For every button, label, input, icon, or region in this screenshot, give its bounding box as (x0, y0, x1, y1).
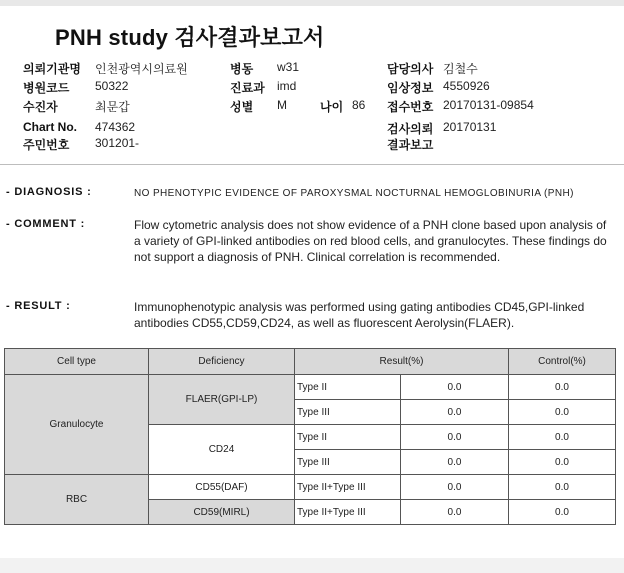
type-cell: Type III (295, 450, 401, 475)
chart-no-value: 474362 (95, 120, 136, 134)
doctor-label: 담당의사 (387, 62, 434, 76)
header-result: Result(%) (295, 349, 509, 375)
ward-label: 병동 (230, 62, 254, 76)
diagnosis-text: NO PHENOTYPIC EVIDENCE OF PAROXYSMAL NOCTURNAL HEMOGLOBINURIA (PNH) (134, 188, 574, 199)
sex-label: 성별 (230, 100, 254, 114)
result-value: 0.0 (401, 375, 509, 400)
patient-label: 수진자 (23, 100, 58, 114)
control-value: 0.0 (509, 425, 616, 450)
type-cell: Type III (295, 400, 401, 425)
deficiency-cd24: CD24 (149, 425, 295, 475)
deficiency-cd59: CD59(MIRL) (149, 500, 295, 525)
request-date-value: 20170131 (443, 120, 497, 134)
result-value: 0.0 (401, 450, 509, 475)
header-control: Control(%) (509, 349, 616, 375)
type-cell: Type II (295, 375, 401, 400)
header-cell-type: Cell type (5, 349, 149, 375)
control-value: 0.0 (509, 375, 616, 400)
control-value: 0.0 (509, 500, 616, 525)
department-label: 진료과 (230, 81, 265, 95)
hospital-code-value: 50322 (95, 79, 129, 93)
cell-type-rbc: RBC (5, 475, 149, 525)
resident-no-label: 주민번호 (23, 138, 70, 152)
chart-no-label: Chart No. (23, 120, 77, 134)
table-header-row (5, 349, 616, 375)
patient-value: 최문갑 (95, 100, 130, 114)
control-value: 0.0 (509, 450, 616, 475)
result-text: Immunophenotypic analysis was performed using gating antibodies CD45,GPI-linked antibodies CD55,CD59,CD24, as well as fluorescent Aerolysin(FLAER). (134, 300, 585, 330)
control-value: 0.0 (509, 475, 616, 500)
age-label: 나이 (320, 100, 344, 114)
table-row (5, 375, 616, 400)
department-value: imd (277, 79, 297, 93)
sex-value: M (277, 98, 287, 112)
result-value: 0.0 (401, 500, 509, 525)
result-value: 0.0 (401, 475, 509, 500)
cell-type-granulocyte: Granulocyte (5, 375, 149, 475)
header-divider (0, 164, 624, 165)
deficiency-flaer: FLAER(GPI-LP) (149, 375, 295, 425)
institution-value: 인천광역시의료원 (95, 62, 188, 76)
type-cell: Type II (295, 425, 401, 450)
result-value: 0.0 (401, 400, 509, 425)
result-label: - RESULT : (6, 300, 71, 312)
receipt-no-value: 20170131-09854 (443, 98, 534, 112)
ward-value: w31 (277, 60, 300, 74)
deficiency-cd55: CD55(DAF) (149, 475, 295, 500)
table-row (5, 475, 616, 500)
report-date-label: 결과보고 (387, 138, 434, 152)
comment-text: Flow cytometric analysis does not show evidence of a PNH clone based upon analysis of a variety of GPI-linked antibodies on red blood cells, and granulocytes. These findings do not support a diagnosis of PNH. Clinical correlation is recommended. (134, 218, 607, 264)
comment-label: - COMMENT : (6, 218, 86, 230)
header-deficiency: Deficiency (149, 349, 295, 375)
result-value: 0.0 (401, 425, 509, 450)
clinical-info-value: 4550926 (443, 79, 490, 93)
resident-no-value: 301201- (95, 136, 140, 150)
control-value: 0.0 (509, 400, 616, 425)
type-cell: Type II+Type III (295, 475, 401, 500)
report-title: PNH study 검사결과보고서 (55, 25, 325, 50)
top-border (0, 0, 624, 6)
hospital-code-label: 병원코드 (23, 81, 70, 95)
institution-label: 의뢰기관명 (23, 62, 81, 76)
doctor-value: 김철수 (443, 62, 478, 76)
type-cell: Type II+Type III (295, 500, 401, 525)
age-value: 86 (352, 98, 366, 112)
request-date-label: 검사의뢰 (387, 122, 434, 136)
results-table (4, 348, 616, 525)
clinical-info-label: 임상정보 (387, 81, 434, 95)
receipt-no-label: 접수번호 (387, 100, 434, 114)
diagnosis-label: - DIAGNOSIS : (6, 186, 92, 198)
